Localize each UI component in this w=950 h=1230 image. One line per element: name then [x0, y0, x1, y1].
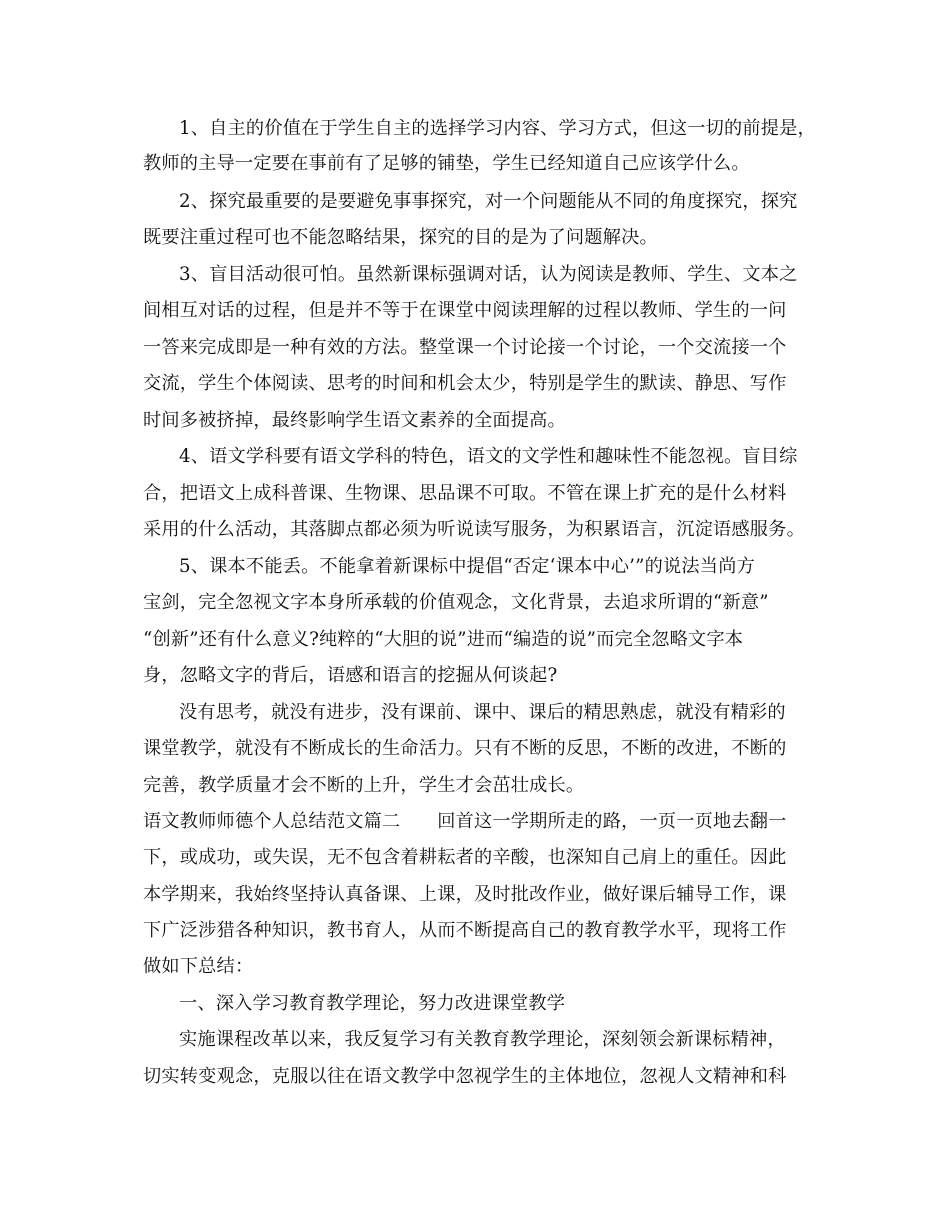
text-line: 一答来完成即是一种有效的方法。整堂课一个讨论接一个讨论，一个交流接一个	[143, 337, 787, 358]
text-line: 身，忽略文字的背后，语感和语言的挖掘从何谈起?	[143, 665, 558, 686]
text-line: 完善，教学质量才会不断的上升，学生才会茁壮成长。	[143, 775, 585, 796]
text-line: 宝剑，完全忽视文字本身所承载的价值观念，文化背景，去追求所谓的“新意”	[143, 592, 769, 613]
section-heading-line: 语文教师师德个人总结范文篇二 回首这一学期所走的路，一页一页地去翻一	[143, 811, 787, 832]
text-line: 教师的主导一定要在事前有了足够的铺垫，学生已经知道自己应该学什么。	[143, 153, 750, 174]
text-line: 采用的什么活动，其落脚点都必须为听说读写服务，为积累语言，沉淀语感服务。	[143, 519, 805, 540]
text-line: 合，把语文上成科普课、生物课、思品课不可取。不管在课上扩充的是什么材料	[143, 483, 787, 504]
text-line: 3、盲目活动很可怕。虽然新课标强调对话，认为阅读是教师、学生、文本之	[179, 264, 798, 285]
text-line: 课堂教学，就没有不断成长的生命活力。只有不断的反思，不断的改进，不断的	[143, 738, 787, 759]
text-line: 4、语文学科要有语文学科的特色，语文的文学性和趣味性不能忽视。盲目综	[179, 446, 798, 467]
text-line: 下广泛涉猎各种知识，教书育人，从而不断提高自己的教育教学水平，现将工作	[143, 920, 787, 941]
text-line: 间相互对话的过程，但是并不等于在课堂中阅读理解的过程以教师、学生的一问	[143, 300, 787, 321]
text-line: 1、自主的价值在于学生自主的选择学习内容、学习方式，但这一切的前提是，	[179, 118, 816, 139]
text-line: 既要注重过程可也不能忽略结果，探究的目的是为了问题解决。	[143, 227, 658, 248]
text-line: 2、探究最重要的是要避免事事探究，对一个问题能从不同的角度探究，探究	[179, 191, 798, 212]
text-line: 本学期来，我始终坚持认真备课、上课，及时批改作业，做好课后辅导工作，课	[143, 884, 787, 905]
text-line: 切实转变观念，克服以往在语文教学中忽视学生的主体地位，忽视人文精神和科	[143, 1066, 787, 1087]
text-line: 没有思考，就没有进步，没有课前、课中、课后的精思熟虑，就没有精彩的	[179, 702, 786, 723]
text-line: 交流，学生个体阅读、思考的时间和机会太少，特别是学生的默读、静思、写作	[143, 373, 787, 394]
text-line: 5、课本不能丢。不能拿着新课标中提倡“否定‘课本中心’”的说法当尚方	[179, 556, 755, 577]
text-line: 做如下总结：	[143, 956, 254, 977]
subheading-line: 一、深入学习教育教学理论，努力改进课堂教学	[179, 993, 566, 1014]
text-line: 下，或成功，或失误，无不包含着耕耘者的辛酸，也深知自己肩上的重任。因此	[143, 847, 787, 868]
text-line: 时间多被挤掉，最终影响学生语文素养的全面提高。	[143, 410, 566, 431]
text-line: “创新”还有什么意义?纯粹的“大胆的说”进而“编造的说”而完全忽略文字本	[143, 629, 744, 650]
text-line: 实施课程改革以来，我反复学习有关教育教学理论，深刻领会新课标精神，	[179, 1029, 786, 1050]
